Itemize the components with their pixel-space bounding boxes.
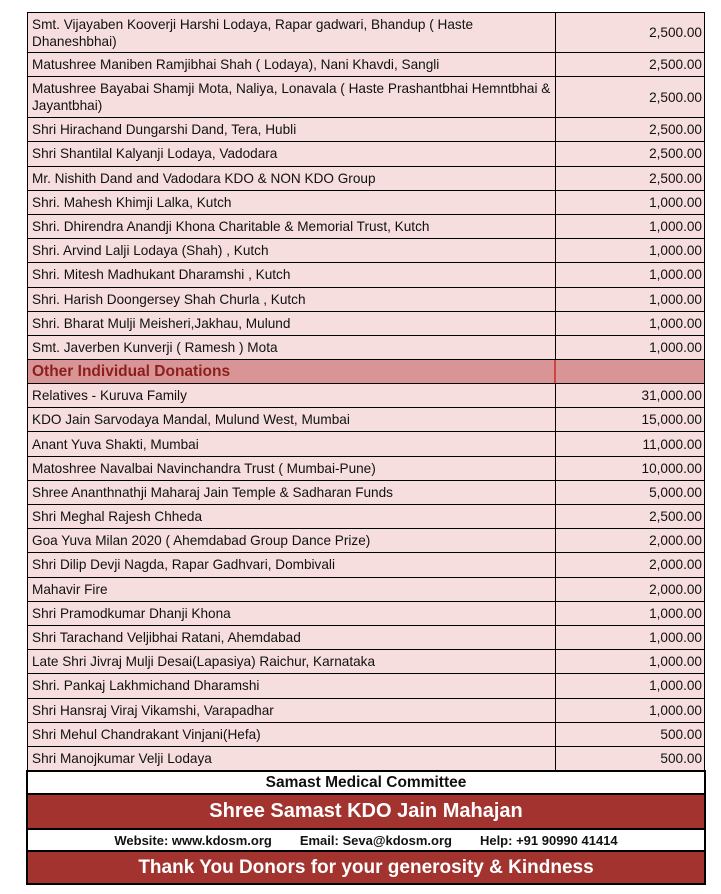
email-text: Email: Seva@kdosm.org bbox=[299, 832, 452, 848]
donor-name: Mr. Nishith Dand and Vadodara KDO & NON KDO Group bbox=[27, 167, 556, 190]
donation-amount: 2,500.00 bbox=[556, 142, 705, 165]
donation-amount: 5,000.00 bbox=[556, 481, 705, 504]
donation-row bbox=[27, 191, 705, 215]
donation-row bbox=[27, 578, 705, 602]
donation-row bbox=[27, 118, 705, 142]
donation-amount: 2,000.00 bbox=[556, 578, 705, 601]
donor-name: Shri Mehul Chandrakant Vinjani(Hefa) bbox=[27, 723, 556, 746]
donation-amount: 1,000.00 bbox=[556, 215, 705, 238]
donation-amount: 1,000.00 bbox=[556, 336, 705, 359]
donor-name: Smt. Vijayaben Kooverji Harshi Lodaya, Rapar gadwari, Bhandup ( Haste Dhaneshbhai) bbox=[27, 13, 556, 52]
donation-row bbox=[27, 747, 705, 771]
donation-amount: 1,000.00 bbox=[556, 650, 705, 673]
donation-row bbox=[27, 529, 705, 553]
donation-amount: 10,000.00 bbox=[556, 457, 705, 480]
donation-amount: 2,500.00 bbox=[556, 118, 705, 141]
donation-amount: 1,000.00 bbox=[556, 263, 705, 286]
donation-amount: 1,000.00 bbox=[556, 674, 705, 697]
donation-row bbox=[27, 336, 705, 360]
donation-row bbox=[27, 53, 705, 77]
donation-row bbox=[27, 384, 705, 408]
donation-row bbox=[27, 432, 705, 456]
donation-amount: 2,500.00 bbox=[556, 77, 705, 117]
help-phone-text: Help: +91 90990 41414 bbox=[479, 832, 618, 848]
donation-row bbox=[27, 481, 705, 505]
donor-name: Shri. Mitesh Madhukant Dharamshi , Kutch bbox=[27, 263, 556, 286]
donor-name: Late Shri Jivraj Mulji Desai(Lapasiya) Raichur, Karnataka bbox=[27, 650, 556, 673]
donor-name: Relatives - Kuruva Family bbox=[27, 384, 556, 407]
donor-name: Shri Shantilal Kalyanji Lodaya, Vadodara bbox=[27, 142, 556, 165]
donation-row bbox=[27, 215, 705, 239]
donation-amount: 11,000.00 bbox=[556, 432, 705, 455]
donor-name: Shri. Mahesh Khimji Lalka, Kutch bbox=[27, 191, 556, 214]
donor-name: Goa Yuva Milan 2020 ( Ahemdabad Group Dance Prize) bbox=[27, 529, 556, 552]
donation-amount: 1,000.00 bbox=[556, 191, 705, 214]
donation-row bbox=[27, 263, 705, 287]
donation-row bbox=[27, 723, 705, 747]
donation-row bbox=[27, 602, 705, 626]
donation-row bbox=[27, 650, 705, 674]
donation-amount: 2,500.00 bbox=[556, 167, 705, 190]
donation-row bbox=[27, 12, 705, 53]
donations-top-list bbox=[27, 12, 705, 360]
donation-amount: 1,000.00 bbox=[556, 288, 705, 311]
donor-name: Shri Dilip Devji Nagda, Rapar Gadhvari, Dombivali bbox=[27, 553, 556, 576]
donor-name: Shri. Arvind Lalji Lodaya (Shah) , Kutch bbox=[27, 239, 556, 262]
donation-row bbox=[27, 239, 705, 263]
donation-row bbox=[27, 77, 705, 118]
donation-row bbox=[27, 142, 705, 166]
section-title: Other Individual Donations bbox=[27, 360, 556, 383]
donor-name: Smt. Javerben Kunverji ( Ramesh ) Mota bbox=[27, 336, 556, 359]
donor-name: Matushree Maniben Ramjibhai Shah ( Lodaya), Nani Khavdi, Sangli bbox=[27, 53, 556, 76]
contact-bar bbox=[26, 828, 706, 852]
section-amount-cell bbox=[556, 360, 705, 383]
donation-row bbox=[27, 626, 705, 650]
donor-name: Shri Meghal Rajesh Chheda bbox=[27, 505, 556, 528]
donation-row bbox=[27, 408, 705, 432]
donation-amount: 500.00 bbox=[556, 723, 705, 746]
footer bbox=[26, 770, 706, 885]
donation-row bbox=[27, 699, 705, 723]
donations-other-list bbox=[27, 384, 705, 771]
donation-row bbox=[27, 312, 705, 336]
donor-name: Anant Yuva Shakti, Mumbai bbox=[27, 432, 556, 455]
donation-amount: 2,500.00 bbox=[556, 505, 705, 528]
donation-row bbox=[27, 505, 705, 529]
organization-banner: Shree Samast KDO Jain Mahajan bbox=[26, 795, 706, 828]
donor-name: Shri. Pankaj Lakhmichand Dharamshi bbox=[27, 674, 556, 697]
committee-name: Samast Medical Committee bbox=[26, 770, 706, 795]
section-header-other-donations bbox=[27, 360, 705, 384]
donation-amount: 1,000.00 bbox=[556, 602, 705, 625]
donation-amount: 1,000.00 bbox=[556, 699, 705, 722]
thank-you-banner: Thank You Donors for your generosity & Kindness bbox=[26, 852, 706, 885]
donation-amount: 2,000.00 bbox=[556, 529, 705, 552]
donor-name: Shri Hirachand Dungarshi Dand, Tera, Hubli bbox=[27, 118, 556, 141]
donation-amount: 1,000.00 bbox=[556, 626, 705, 649]
donor-name: Shree Ananthnathji Maharaj Jain Temple & Sadharan Funds bbox=[27, 481, 556, 504]
donation-amount: 15,000.00 bbox=[556, 408, 705, 431]
donor-name: Shri. Dhirendra Anandji Khona Charitable & Memorial Trust, Kutch bbox=[27, 215, 556, 238]
donation-table bbox=[27, 12, 705, 771]
donation-row bbox=[27, 288, 705, 312]
donor-name: Shri Pramodkumar Dhanji Khona bbox=[27, 602, 556, 625]
donor-name: Shri. Bharat Mulji Meisheri,Jakhau, Mulund bbox=[27, 312, 556, 335]
donor-name: Matoshree Navalbai Navinchandra Trust ( Mumbai-Pune) bbox=[27, 457, 556, 480]
donation-amount: 1,000.00 bbox=[556, 312, 705, 335]
donor-name: Shri Tarachand Veljibhai Ratani, Ahemdabad bbox=[27, 626, 556, 649]
donation-amount: 1,000.00 bbox=[556, 239, 705, 262]
donor-name: Matushree Bayabai Shamji Mota, Naliya, Lonavala ( Haste Prashantbhai Hemntbhai & Jayantbhai) bbox=[27, 77, 556, 117]
donation-row bbox=[27, 457, 705, 481]
donation-amount: 31,000.00 bbox=[556, 384, 705, 407]
donation-amount: 2,500.00 bbox=[556, 53, 705, 76]
donation-row bbox=[27, 553, 705, 577]
donor-name: Mahavir Fire bbox=[27, 578, 556, 601]
website-text: Website: www.kdosm.org bbox=[114, 832, 272, 848]
donation-amount: 2,500.00 bbox=[556, 13, 705, 52]
donation-amount: 500.00 bbox=[556, 747, 705, 770]
donor-name: Shri Hansraj Viraj Vikamshi, Varapadhar bbox=[27, 699, 556, 722]
donation-row bbox=[27, 167, 705, 191]
donation-amount: 2,000.00 bbox=[556, 553, 705, 576]
donor-name: KDO Jain Sarvodaya Mandal, Mulund West, Mumbai bbox=[27, 408, 556, 431]
donation-row bbox=[27, 674, 705, 698]
donor-name: Shri. Harish Doongersey Shah Churla , Kutch bbox=[27, 288, 556, 311]
donor-name: Shri Manojkumar Velji Lodaya bbox=[27, 747, 556, 770]
